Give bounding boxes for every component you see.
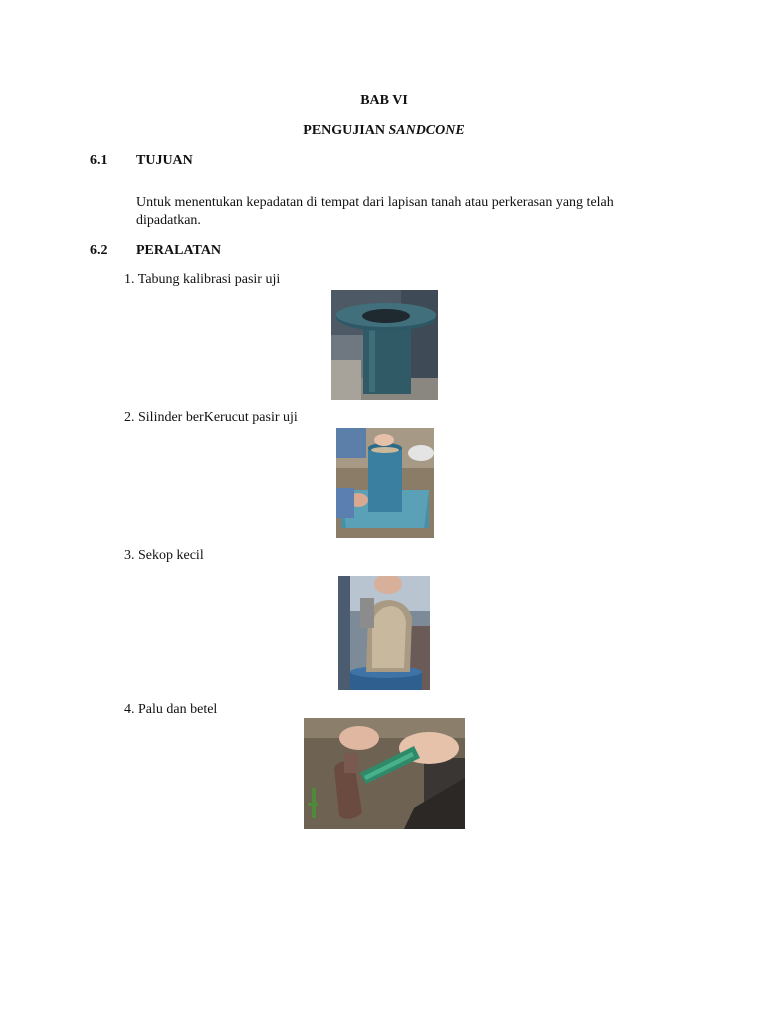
equipment-item-1-label: 1. Tabung kalibrasi pasir uji — [124, 272, 281, 287]
tujuan-paragraph: Untuk menentukan kepadatan di tempat dari lapisan tanah atau perkerasan yang telah dipadatkan. — [136, 195, 614, 228]
calibration-tube-photo-icon — [331, 290, 438, 400]
section-title-tujuan: TUJUAN — [136, 153, 193, 168]
section-number-6-1: 6.1 — [90, 153, 108, 168]
section-number-6-2: 6.2 — [90, 243, 108, 258]
equipment-item-4-label: 4. Palu dan betel — [124, 702, 218, 717]
chapter-subtitle — [0, 123, 768, 139]
section-title-peralatan: PERALATAN — [136, 243, 222, 258]
equipment-item-3-label: 3. Sekop kecil — [124, 548, 204, 563]
subtitle-prefix: PENGUJIAN — [303, 123, 389, 138]
chapter-title: BAB VI — [360, 93, 408, 108]
hammer-chisel-photo-icon — [304, 718, 465, 829]
small-scoop-photo-icon — [338, 576, 430, 690]
sand-cone-cylinder-photo-icon — [336, 428, 434, 538]
subtitle-italic: SANDCONE — [388, 123, 465, 138]
equipment-item-2-label: 2. Silinder berKerucut pasir uji — [124, 410, 298, 425]
